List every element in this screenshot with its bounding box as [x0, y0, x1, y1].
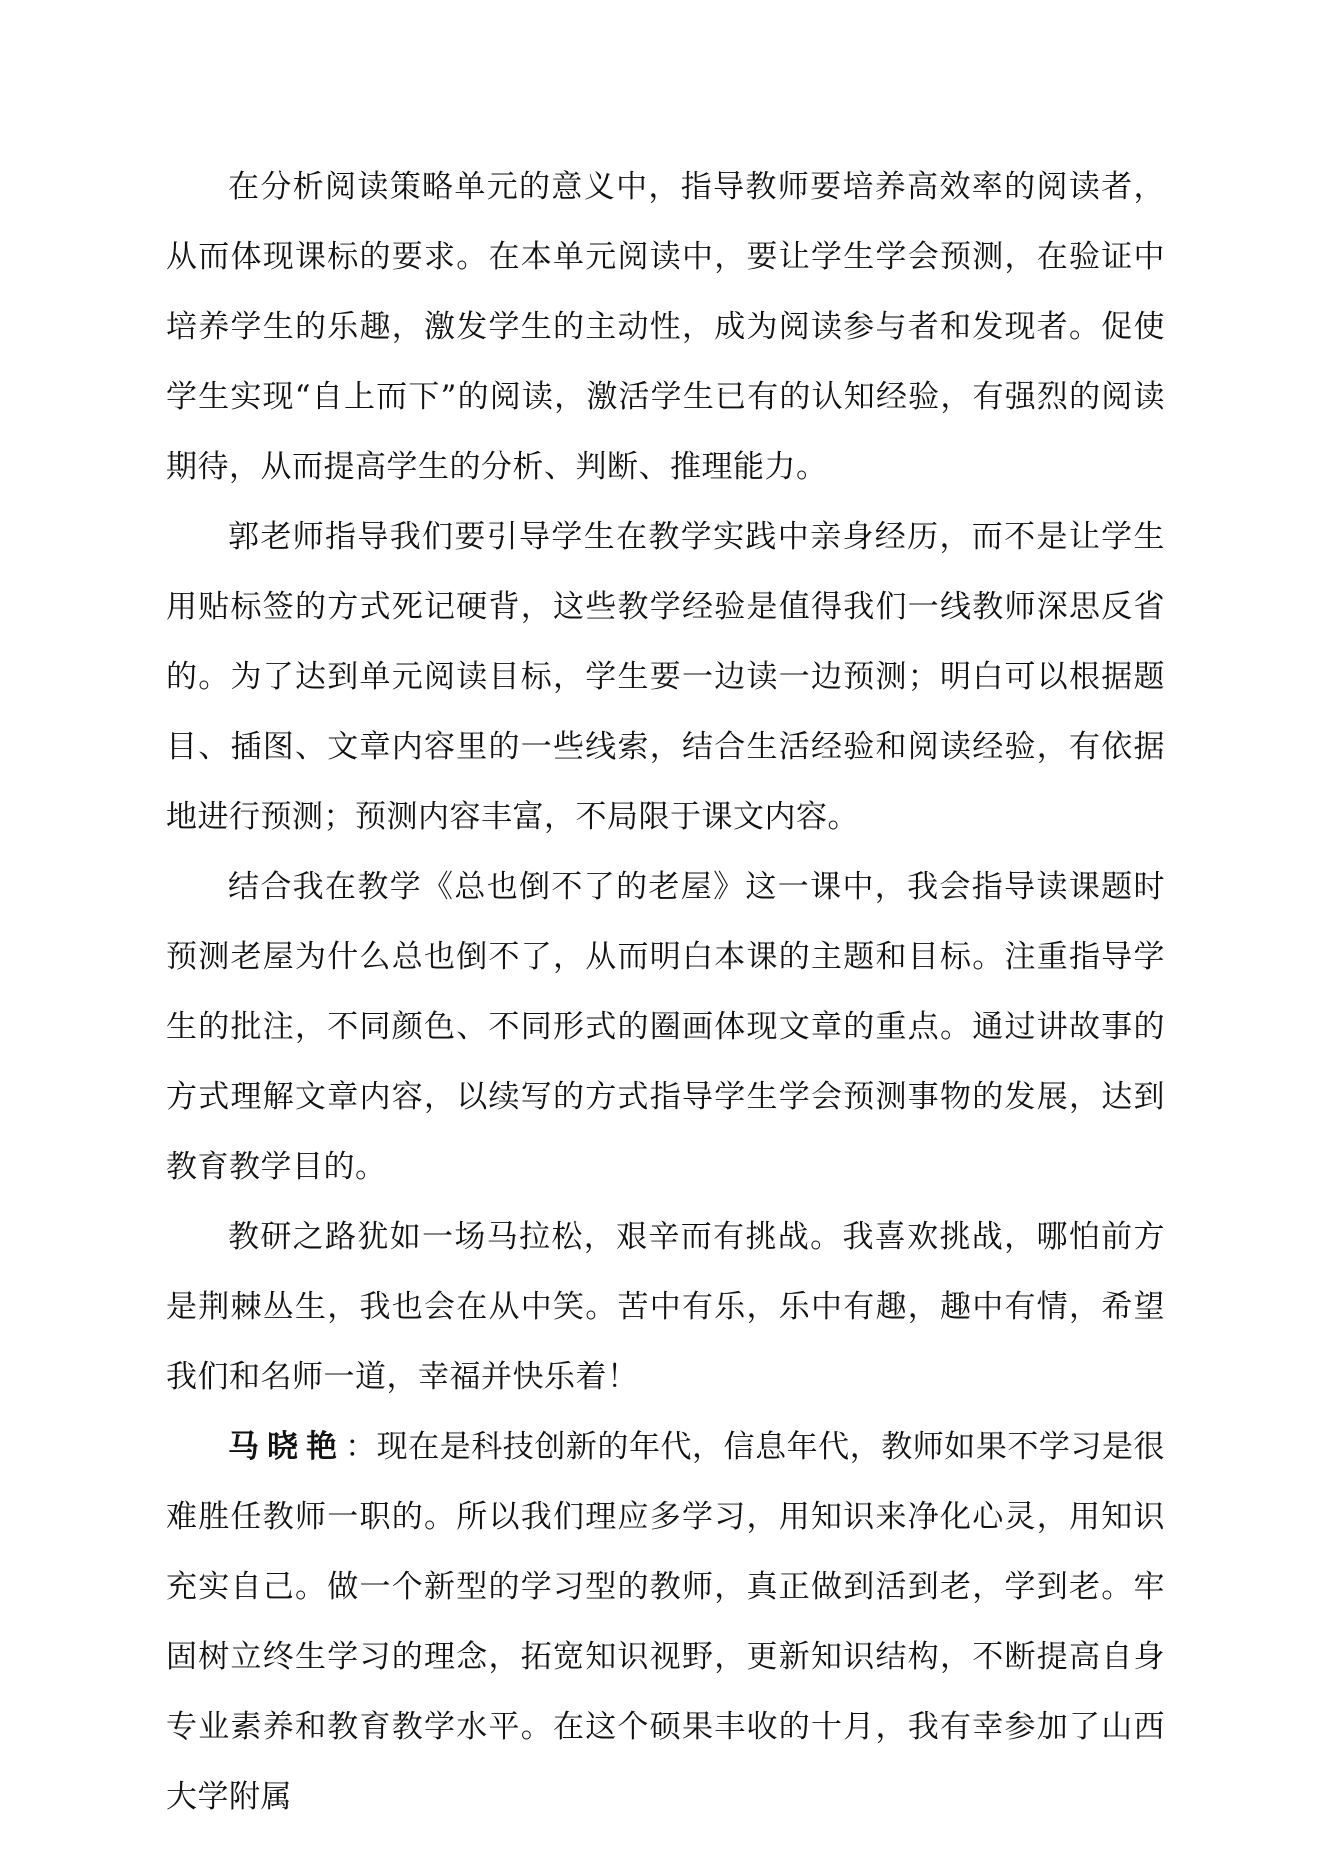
speaker-colon: ： — [345, 1429, 377, 1465]
paragraph-research-marathon: 教研之路犹如一场马拉松，艰辛而有挑战。我喜欢挑战，哪怕前方是荆棘丛生，我也会在从中笑。苦中有乐，乐中有趣，趣中有情，希望我们和名师一道，幸福并快乐着！ — [166, 1219, 1165, 1395]
speaker-name: 马晓艳 — [228, 1429, 346, 1465]
paragraph-reading-strategy: 在分析阅读策略单元的意义中，指导教师要培养高效率的阅读者，从而体现课标的要求。在本单元阅读中，要让学生学会预测，在验证中培养学生的乐趣，激发学生的主动性，成为阅读参与者和发现者。促使学生实现“自上而下”的阅读，激活学生已有的认知经验，有强烈的阅读期待，从而提高学生的分析、判断、推理能力。 — [166, 169, 1165, 485]
speaker-text: 现在是科技创新的年代，信息年代，教师如果不学习是很难胜任教师一职的。所以我们理应多学习，用知识来净化心灵，用知识充实自己。做一个新型的学习型的教师，真正做到活到老，学到老。牢固树立终生学习的理念，拓宽知识视野，更新知识结构，不断提高自身专业素养和教育教学水平。在这个硕果丰收的十月，我有幸参加了山西大学附属 — [166, 1429, 1166, 1815]
paragraph-speaker-ma-xiaoyan — [166, 1412, 1165, 1832]
paragraph-old-house-lesson: 结合我在教学《总也倒不了的老屋》这一课中，我会指导读课题时预测老屋为什么总也倒不了，从而明白本课的主题和目标。注重指导学生的批注，不同颜色、不同形式的圈画体现文章的重点。通过讲故事的方式理解文章内容，以续写的方式指导学生学会预测事物的发展，达到教育教学目的。 — [166, 869, 1165, 1185]
paragraph-teacher-guo-guidance: 郭老师指导我们要引导学生在教学实践中亲身经历，而不是让学生用贴标签的方式死记硬背，这些教学经验是值得我们一线教师深思反省的。为了达到单元阅读目标，学生要一边读一边预测；明白可以根据题目、插图、文章内容里的一些线索，结合生活经验和阅读经验，有依据地进行预测；预测内容丰富，不局限于课文内容。 — [166, 519, 1165, 835]
